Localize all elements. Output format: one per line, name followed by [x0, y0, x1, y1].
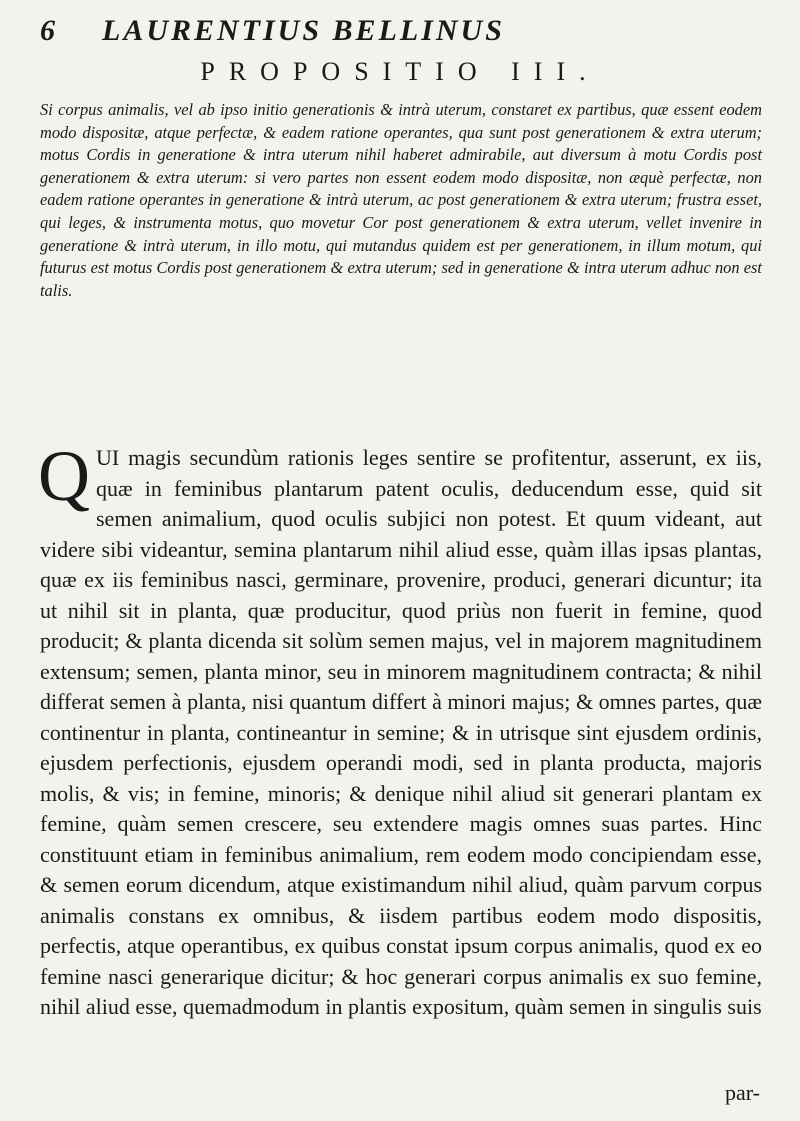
drop-cap-initial: Q [38, 436, 90, 516]
catchword: par- [725, 1080, 760, 1105]
running-title: LAURENTIUS BELLINUS [102, 14, 505, 47]
section-heading: PROPOSITIO III. [200, 57, 600, 86]
thesis-statement: Si corpus animalis, vel ab ipso initio generationis & intrà uterum, constaret ex partibus, quæ essent eodem modo dispositæ, atque perfectæ, & eadem ratione operantes, qua sunt post generationem & extra uterum; motus Cordis in generatione & intra uterum nihil haberet admirabile, aut diversum à motu Cordis post generationem & extra uterum: si vero partes non essent eodem modo dispositæ, non æquè perfectæ, non eadem ratione operantes in generatione & intrà uterum, ac post generationem & extra uterum; frustra esset, qui leges, & instrumenta motus, quo movetur Cor post generationem & extra uterum, vellet invenire in generatione & intrà uterum, in illo motu, qui mutandus quidem est per generationem, in illum motum, qui futurus est motus Cordis post generationem & extra uterum; sed in generatione & intra uterum adhuc non est talis. [40, 100, 762, 300]
body-paragraph [38, 436, 762, 1023]
page-number: 6 [40, 14, 55, 47]
running-head [40, 14, 760, 54]
body-paragraph-text: UI magis secundùm rationis leges sentire se profitentur, asserunt, ex iis, quæ in feminibus plantarum patent oculis, deducendum esse, quid sit semen animalium, quod oculis subjici non potest. Et quum videant, aut videre sibi videantur, semina plantarum nihil aliud esse, quàm illas ipsas plantas, quæ ex iis feminibus nasci, germinare, provenire, produci, generari dicuntur; ita ut nihil sit in planta, quæ producitur, quod priùs non fuerit in femine, quod producit; & planta dicenda sit solùm semen majus, vel in majorem magnitudinem extensum; semen, planta minor, seu in minorem magnitudinem contracta; & nihil differat semen à planta, nisi quantum differt à minori majus; & omnes partes, quæ continentur in planta, contineantur in semine; & in utrisque sint ejusdem ordinis, ejusdem perfectionis, ejusdem operandi modi, sed in planta producta, majoris molis, & vis; in femine, minoris; & denique nihil aliud sit generari plantam ex femine, quàm semen crescere, seu extendere magis omnes suas partes. Hinc constituunt etiam in feminibus animalium, rem eodem modo concipiendam esse, & semen eorum dicendum, atque existimandum nihil aliud, quàm parvum corpus animalis constans ex omnibus, & iisdem partibus eodem modo dispositis, perfectis, atque operantibus, ex quibus constat ipsum corpus animalis, quod ex eo femine nasci generarique dicitur; & hoc generari corpus animalis ex suo femine, nihil aliud esse, quemadmodum in plantis expositum, quàm semen in singulis suis [40, 445, 762, 1019]
